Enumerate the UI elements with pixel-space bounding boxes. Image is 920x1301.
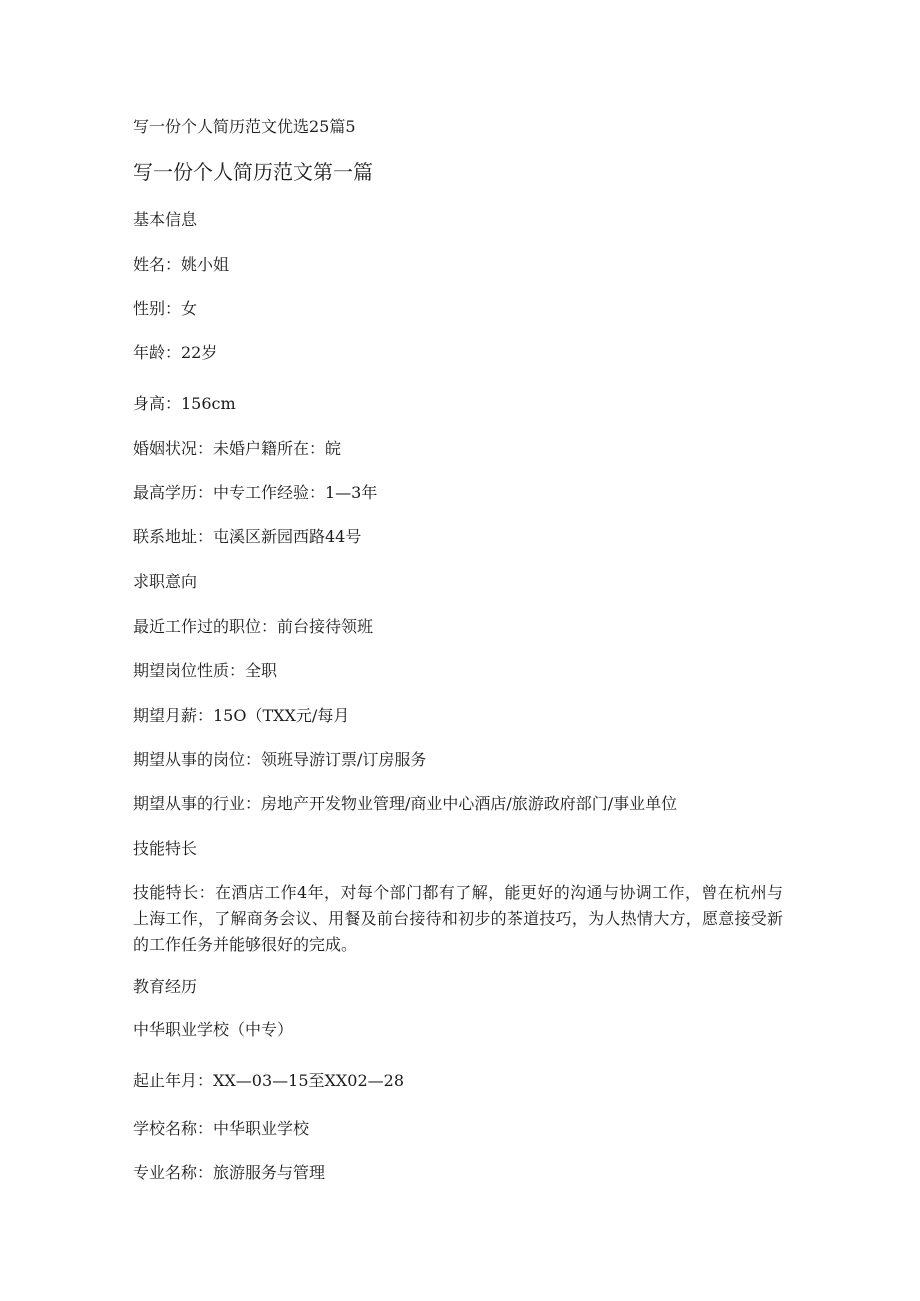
gender-line: 性别：女 bbox=[133, 299, 198, 318]
skills-heading: 技能特长 bbox=[133, 839, 198, 858]
industries-line: 期望从事的行业：房地产开发物业管理/商业中心酒店/旅游政府部门/事业单位 bbox=[133, 794, 678, 813]
education-heading: 教育经历 bbox=[133, 977, 198, 996]
major-line: 专业名称：旅游服务与管理 bbox=[133, 1163, 326, 1182]
period-line: 起止年月：XX—03—15至XX02—28 bbox=[133, 1071, 405, 1090]
name-line: 姓名：姚小姐 bbox=[133, 255, 230, 274]
marital-hukou-line: 婚姻状况：未婚户籍所在：皖 bbox=[133, 439, 342, 458]
height-line: 身高：156cm bbox=[133, 394, 236, 413]
section-title: 写一份个人简历范文第一篇 bbox=[133, 160, 373, 184]
job-intention-heading: 求职意向 bbox=[133, 572, 198, 591]
job-type-line: 期望岗位性质：全职 bbox=[133, 661, 278, 680]
address-line: 联系地址：屯溪区新园西路44号 bbox=[133, 527, 362, 546]
age-line: 年龄：22岁 bbox=[133, 343, 218, 362]
salary-line: 期望月薪：15O（TXX元/每月 bbox=[133, 706, 350, 725]
recent-position-line: 最近工作过的职位：前台接待领班 bbox=[133, 617, 374, 636]
document-title: 写一份个人简历范文优选25篇5 bbox=[133, 117, 356, 136]
basic-info-heading: 基本信息 bbox=[133, 210, 198, 229]
education-experience-line: 最高学历：中专工作经验：1—3年 bbox=[133, 483, 378, 502]
positions-line: 期望从事的岗位：领班导游订票/订房服务 bbox=[133, 750, 427, 769]
school-name-line: 学校名称：中华职业学校 bbox=[133, 1119, 310, 1138]
skills-paragraph: 技能特长：在酒店工作4年，对每个部门都有了解，能更好的沟通与协调工作，曾在杭州与上海工作，了解商务会议、用餐及前台接待和初步的茶道技巧，为人热情大方，愿意接受新的工作任务并能够很好的完成。 bbox=[133, 883, 783, 954]
school-entry-line: 中华职业学校（中专） bbox=[133, 1020, 294, 1039]
